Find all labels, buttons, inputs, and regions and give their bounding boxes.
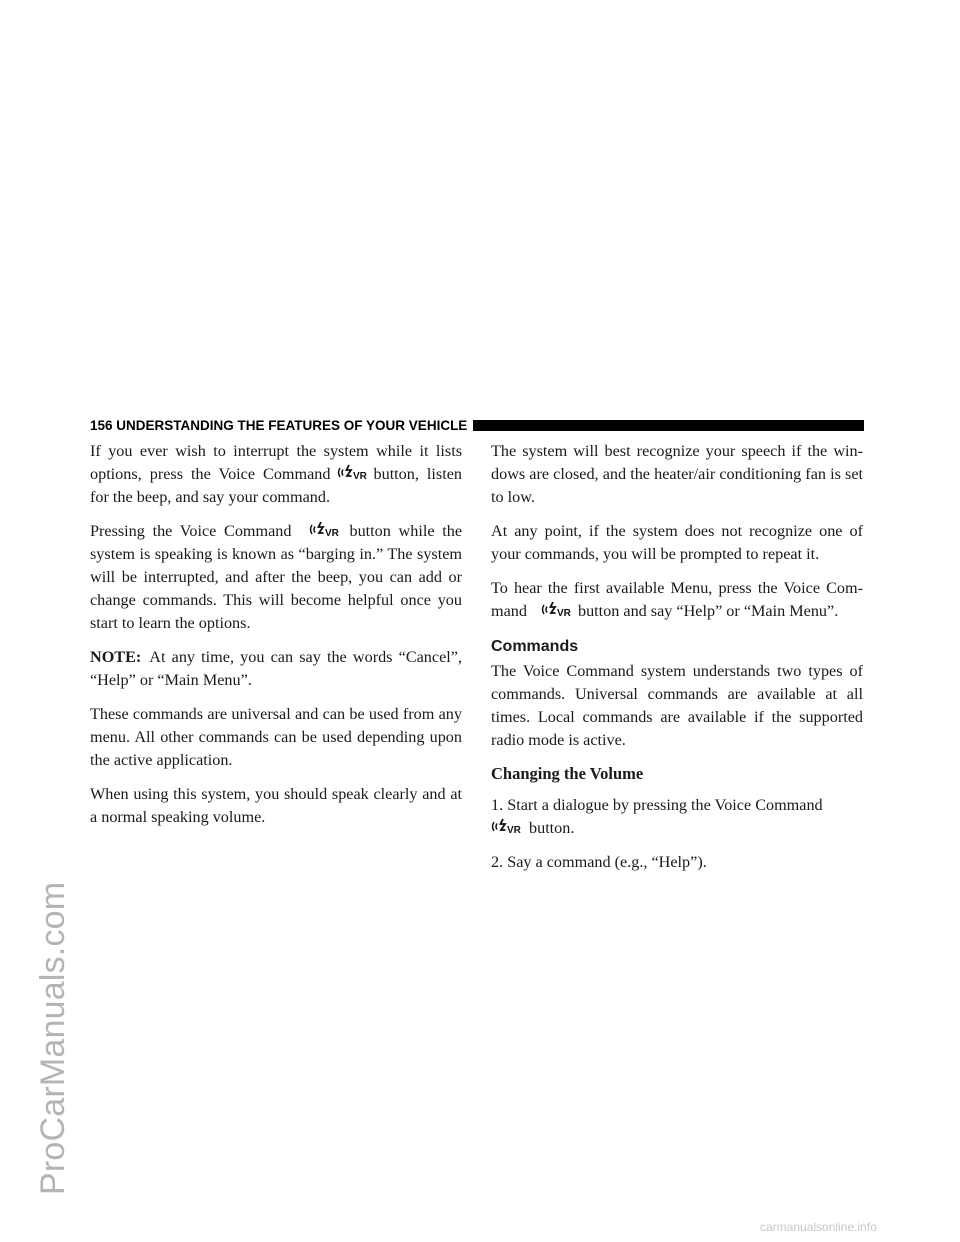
paragraph-universal: These commands are universal and can be used from any menu. All other commands can be used depending upon the active application. [90, 705, 462, 769]
page-number: 156 [90, 417, 113, 433]
svg-text:VR: VR [325, 528, 340, 538]
step-1 [491, 794, 863, 840]
step-2: 2. Say a command (e.g., “Help”). [491, 853, 707, 871]
paragraph-command-types: The Voice Command system understands two types of commands. Universal commands are available at all times. Local commands are available if the supported radio mode is active. [491, 662, 863, 749]
note-label: NOTE: [90, 648, 142, 666]
text: button, listen for the beep, and say your command. [90, 465, 462, 506]
text: 1. Start a dialogue by pressing the Voice Command [491, 796, 823, 814]
voice-command-vr-icon [309, 521, 343, 538]
footer-watermark: carmanualsonline.info [760, 1220, 877, 1234]
text: button. [529, 819, 575, 837]
text: button while the system is speaking is known as “barging in.” The system will be interrupted, and after the beep, you can add or change commands. This will become helpful once you start to learn the options. [90, 522, 463, 632]
paragraph-interrupt [90, 440, 462, 509]
voice-command-vr-icon [541, 601, 575, 618]
text: button and say “Help” or “Main Menu”. [577, 602, 839, 620]
paragraph-recognize: The system will best recognize your speech if the win-dows are closed, and the heater/air conditioning fan is set to low. [491, 442, 863, 506]
text: Pressing the Voice Command [90, 522, 292, 540]
commands-heading: Commands [491, 638, 579, 655]
section-title: UNDERSTANDING THE FEATURES OF YOUR VEHICLE [116, 417, 468, 433]
right-column [491, 440, 863, 885]
header-rule [473, 420, 864, 431]
paragraph-speak-clearly: When using this system, you should speak clearly and at a normal speaking volume. [90, 785, 462, 826]
text: At any time, you can say the words “Cancel”, “Help” or “Main Menu”. [90, 648, 462, 689]
paragraph-note [90, 646, 462, 692]
text: If you ever wish to interrupt the system while it lists options, press the Voice Command [90, 442, 462, 483]
svg-text:VR: VR [556, 608, 571, 618]
page-header [90, 417, 864, 433]
voice-command-vr-icon [337, 464, 371, 481]
svg-text:VR: VR [352, 471, 367, 481]
page-header-text [90, 418, 473, 433]
svg-text:VR: VR [507, 825, 521, 835]
paragraph-repeat: At any point, if the system does not recognize one of your commands, you will be prompted to repeat it. [491, 522, 863, 563]
voice-command-vr-icon [491, 818, 525, 835]
changing-volume-heading: Changing the Volume [491, 764, 644, 783]
watermark: ProCarManuals.com [34, 881, 72, 1195]
left-column [90, 440, 462, 840]
paragraph-first-menu [491, 577, 863, 623]
paragraph-barging [90, 520, 462, 635]
text: To hear the first available Menu, press the Voice Com-mand [491, 579, 863, 620]
